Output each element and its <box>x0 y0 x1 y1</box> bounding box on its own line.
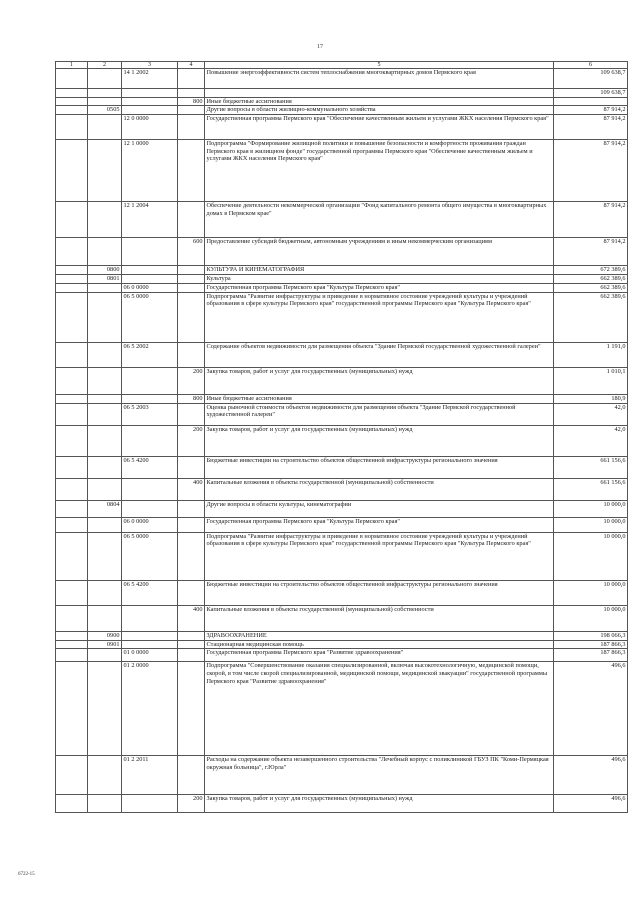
row-subsection <box>88 394 122 403</box>
row-target-code <box>122 275 178 284</box>
row-section <box>56 640 88 649</box>
row-target-code: 12 1 2004 <box>122 202 178 238</box>
table-row <box>56 500 628 517</box>
row-expense-type: 200 <box>178 367 205 394</box>
row-target-code: 06 5 2002 <box>122 342 178 367</box>
row-expense-type <box>178 517 205 532</box>
table-row <box>56 756 628 795</box>
table-row <box>56 115 628 140</box>
row-subsection <box>88 649 122 662</box>
row-amount: 87 914,2 <box>554 238 628 266</box>
row-section <box>56 283 88 292</box>
table-row <box>56 580 628 605</box>
row-section <box>56 631 88 640</box>
budget-table <box>55 61 628 813</box>
row-subsection <box>88 605 122 631</box>
row-subsection: 0900 <box>88 631 122 640</box>
row-amount: 187 866,3 <box>554 640 628 649</box>
table-row <box>56 425 628 456</box>
row-amount: 672 389,6 <box>554 266 628 275</box>
row-expense-type <box>178 631 205 640</box>
row-target-code: 01 2 2011 <box>122 756 178 795</box>
row-description: Закупка товаров, работ и услуг для государственных (муниципальных) нужд <box>205 425 554 456</box>
row-description: Культура <box>205 275 554 284</box>
row-section <box>56 403 88 425</box>
row-description: Государственная программа Пермского края "Обеспечение качественным жильем и услугами ЖКХ населения Пермского края" <box>205 115 554 140</box>
row-description: Иные бюджетные ассигнования <box>205 394 554 403</box>
row-amount: 87 914,2 <box>554 202 628 238</box>
row-description: Предоставление субсидий бюджетным, автономным учреждениям и иным некоммерческим организациям <box>205 238 554 266</box>
row-expense-type <box>178 532 205 580</box>
row-description: Содержание объектов недвижимости для размещения объекта "Здание Пермской государственной художественной галереи" <box>205 342 554 367</box>
table-row <box>56 631 628 640</box>
row-expense-type: 400 <box>178 478 205 500</box>
header-col-4: 4 <box>178 62 205 69</box>
table-row <box>56 342 628 367</box>
row-description: Бюджетные инвестиции на строительство объектов общественной инфраструктуры регионального значения <box>205 580 554 605</box>
row-expense-type <box>178 403 205 425</box>
row-target-code <box>122 478 178 500</box>
row-expense-type <box>178 266 205 275</box>
row-description: Другие вопросы в области культуры, кинематографии <box>205 500 554 517</box>
table-row <box>56 456 628 478</box>
table-row <box>56 795 628 813</box>
row-expense-type <box>178 662 205 756</box>
page-number: 17 <box>317 44 323 50</box>
table-row <box>56 478 628 500</box>
table-row <box>56 202 628 238</box>
row-subsection <box>88 89 122 98</box>
row-amount: 496,6 <box>554 662 628 756</box>
row-description: Стационарная медицинская помощь <box>205 640 554 649</box>
row-expense-type <box>178 640 205 649</box>
row-description: КУЛЬТУРА И КИНЕМАТОГРАФИЯ <box>205 266 554 275</box>
row-subsection: 0801 <box>88 275 122 284</box>
row-expense-type: 200 <box>178 425 205 456</box>
row-subsection <box>88 662 122 756</box>
row-amount: 109 638,7 <box>554 69 628 89</box>
table-row <box>56 292 628 342</box>
header-col-3: 3 <box>122 62 178 69</box>
row-amount: 1 191,0 <box>554 342 628 367</box>
row-description: Капитальные вложения в объекты государственной (муниципальной) собственности <box>205 478 554 500</box>
table-row <box>56 367 628 394</box>
row-amount: 10 000,0 <box>554 500 628 517</box>
table-row <box>56 649 628 662</box>
row-target-code <box>122 394 178 403</box>
row-section <box>56 106 88 115</box>
table-row <box>56 605 628 631</box>
row-subsection <box>88 115 122 140</box>
row-subsection <box>88 478 122 500</box>
row-target-code <box>122 631 178 640</box>
row-expense-type <box>178 106 205 115</box>
row-description: Другие вопросы в области жилищно-коммунального хозяйства <box>205 106 554 115</box>
row-expense-type <box>178 140 205 202</box>
row-expense-type <box>178 275 205 284</box>
row-subsection: 0800 <box>88 266 122 275</box>
row-expense-type <box>178 649 205 662</box>
row-subsection <box>88 580 122 605</box>
row-expense-type <box>178 342 205 367</box>
row-expense-type <box>178 580 205 605</box>
row-description: ЗДРАВООХРАНЕНИЕ <box>205 631 554 640</box>
row-section <box>56 605 88 631</box>
row-amount: 10 000,0 <box>554 532 628 580</box>
row-amount: 198 066,3 <box>554 631 628 640</box>
table-row <box>56 266 628 275</box>
row-amount: 662 389,6 <box>554 283 628 292</box>
row-target-code: 01 0 0000 <box>122 649 178 662</box>
row-amount: 661 156,6 <box>554 456 628 478</box>
header-col-5: 5 <box>205 62 554 69</box>
row-amount: 10 000,0 <box>554 517 628 532</box>
row-expense-type <box>178 89 205 98</box>
row-target-code <box>122 97 178 106</box>
row-description: Государственная программа Пермского края "Развитие здравоохранения" <box>205 649 554 662</box>
row-section <box>56 517 88 532</box>
row-amount: 109 638,7 <box>554 89 628 98</box>
row-expense-type: 600 <box>178 238 205 266</box>
row-section <box>56 478 88 500</box>
row-expense-type: 400 <box>178 605 205 631</box>
row-subsection <box>88 342 122 367</box>
row-section <box>56 275 88 284</box>
table-row <box>56 662 628 756</box>
row-subsection <box>88 202 122 238</box>
row-target-code <box>122 266 178 275</box>
table-row <box>56 640 628 649</box>
row-description: Бюджетные инвестиции на строительство объектов общественной инфраструктуры регионального значения <box>205 456 554 478</box>
row-target-code <box>122 605 178 631</box>
row-amount: 10 000,0 <box>554 580 628 605</box>
row-section <box>56 115 88 140</box>
table-row <box>56 238 628 266</box>
header-col-6: 6 <box>554 62 628 69</box>
row-subsection <box>88 403 122 425</box>
row-subsection <box>88 292 122 342</box>
row-description: Подпрограмма "Развитие инфраструктуры и приведение в нормативное состояние учреждений культуры и учреждений образования в сфере культуры Пермского края" государственной программы Пермского края "Культура Пермского края" <box>205 292 554 342</box>
row-expense-type: 800 <box>178 97 205 106</box>
row-subsection <box>88 367 122 394</box>
row-amount: 87 914,2 <box>554 115 628 140</box>
row-subsection <box>88 532 122 580</box>
header-col-1: 1 <box>56 62 88 69</box>
table-row <box>56 283 628 292</box>
row-target-code: 06 5 4200 <box>122 580 178 605</box>
row-section <box>56 140 88 202</box>
row-amount: 10 000,0 <box>554 605 628 631</box>
row-target-code <box>122 106 178 115</box>
row-section <box>56 266 88 275</box>
row-description: Государственная программа Пермского края "Культура Пермского края" <box>205 517 554 532</box>
table-header-row <box>56 62 628 69</box>
row-subsection <box>88 795 122 813</box>
row-target-code: 06 5 2003 <box>122 403 178 425</box>
row-target-code <box>122 367 178 394</box>
row-subsection <box>88 517 122 532</box>
row-expense-type <box>178 500 205 517</box>
row-amount: 87 914,2 <box>554 140 628 202</box>
row-target-code <box>122 500 178 517</box>
table-row <box>56 532 628 580</box>
row-section <box>56 202 88 238</box>
table-row <box>56 275 628 284</box>
row-target-code <box>122 425 178 456</box>
row-description: Расходы на содержание объекта незавершенного строительства "Лечебный корпус с поликлиникой ГБУЗ ПК "Коми-Пермяцкая окружная больница", г.Юрла" <box>205 756 554 795</box>
row-target-code: 06 0 0000 <box>122 283 178 292</box>
row-subsection <box>88 97 122 106</box>
row-amount: 496,6 <box>554 795 628 813</box>
row-subsection: 0804 <box>88 500 122 517</box>
row-subsection <box>88 238 122 266</box>
table-row <box>56 394 628 403</box>
row-subsection <box>88 425 122 456</box>
row-target-code: 12 0 0000 <box>122 115 178 140</box>
row-target-code: 06 0 0000 <box>122 517 178 532</box>
row-description: Иные бюджетные ассигнования <box>205 97 554 106</box>
row-amount: 87 914,2 <box>554 106 628 115</box>
row-expense-type <box>178 69 205 89</box>
row-section <box>56 292 88 342</box>
row-subsection <box>88 283 122 292</box>
document-code: 6722-15 <box>18 872 35 877</box>
row-section <box>56 425 88 456</box>
table-row <box>56 97 628 106</box>
row-subsection <box>88 140 122 202</box>
row-section <box>56 89 88 98</box>
row-description <box>205 89 554 98</box>
row-target-code: 06 5 0000 <box>122 292 178 342</box>
row-section <box>56 97 88 106</box>
row-expense-type <box>178 115 205 140</box>
row-section <box>56 238 88 266</box>
row-description: Государственная программа Пермского края "Культура Пермского края" <box>205 283 554 292</box>
row-target-code: 01 2 0000 <box>122 662 178 756</box>
row-subsection <box>88 756 122 795</box>
row-description: Закупка товаров, работ и услуг для государственных (муниципальных) нужд <box>205 795 554 813</box>
table-row <box>56 106 628 115</box>
table-row <box>56 403 628 425</box>
row-target-code: 12 1 0000 <box>122 140 178 202</box>
row-amount: 42,0 <box>554 425 628 456</box>
row-description: Оценка рыночной стоимости объектов недвижимости для размещения объекта "Здание Пермской государственной художественной галереи" <box>205 403 554 425</box>
row-description: Повышение энергоэффективности систем теплоснабжения многоквартирных домов Пермского края <box>205 69 554 89</box>
row-description: Подпрограмма "Развитие инфраструктуры и приведение в нормативное состояние учреждений культуры и учреждений образования в сфере культуры Пермского края" государственной программы Пермского края "Культура Пермского края" <box>205 532 554 580</box>
row-amount: 661 156,6 <box>554 478 628 500</box>
row-section <box>56 580 88 605</box>
table-row <box>56 69 628 89</box>
table-row <box>56 140 628 202</box>
row-expense-type <box>178 283 205 292</box>
row-expense-type <box>178 202 205 238</box>
row-target-code <box>122 89 178 98</box>
row-target-code <box>122 238 178 266</box>
header-col-2: 2 <box>88 62 122 69</box>
row-amount: 187 866,3 <box>554 649 628 662</box>
row-expense-type <box>178 456 205 478</box>
row-amount: 1 010,1 <box>554 367 628 394</box>
table-row <box>56 89 628 98</box>
row-subsection <box>88 456 122 478</box>
row-amount: 42,0 <box>554 403 628 425</box>
row-section <box>56 649 88 662</box>
table-row <box>56 517 628 532</box>
row-section <box>56 532 88 580</box>
row-section <box>56 456 88 478</box>
row-amount: 180,9 <box>554 394 628 403</box>
row-amount: 662 389,6 <box>554 292 628 342</box>
row-target-code <box>122 640 178 649</box>
row-amount: 662 389,6 <box>554 275 628 284</box>
row-description: Закупка товаров, работ и услуг для государственных (муниципальных) нужд <box>205 367 554 394</box>
row-amount <box>554 97 628 106</box>
row-expense-type: 800 <box>178 394 205 403</box>
row-target-code <box>122 795 178 813</box>
row-subsection: 0901 <box>88 640 122 649</box>
row-section <box>56 662 88 756</box>
row-section <box>56 756 88 795</box>
row-expense-type <box>178 292 205 342</box>
row-subsection: 0505 <box>88 106 122 115</box>
row-section <box>56 69 88 89</box>
row-description: Подпрограмма "Совершенствование оказания специализированной, включая высокотехнологичную, медицинской помощи, скорой, в том числе скорой специализированной, медицинской помощи, медицинской эвакуации" государственной программы Пермского края "Развитие здравоохранения" <box>205 662 554 756</box>
row-target-code: 06 5 4200 <box>122 456 178 478</box>
row-section <box>56 342 88 367</box>
row-section <box>56 795 88 813</box>
row-section <box>56 394 88 403</box>
row-target-code: 14 1 2002 <box>122 69 178 89</box>
row-description: Капитальные вложения в объекты государственной (муниципальной) собственности <box>205 605 554 631</box>
row-expense-type <box>178 756 205 795</box>
row-expense-type: 200 <box>178 795 205 813</box>
row-amount: 496,6 <box>554 756 628 795</box>
row-target-code: 06 5 0000 <box>122 532 178 580</box>
row-description: Подпрограмма "Формирование жилищной политики и повышение безопасности и комфортности проживания граждан Пермского края в жилищном фонде" государственной программы Пермского края "Обеспечение качественным жильем и услугами ЖКХ населения Пермского края" <box>205 140 554 202</box>
row-description: Обеспечение деятельности некоммерческой организации "Фонд капитального ремонта общего имущества в многоквартирных домах в Пермском крае" <box>205 202 554 238</box>
row-section <box>56 500 88 517</box>
row-subsection <box>88 69 122 89</box>
row-section <box>56 367 88 394</box>
